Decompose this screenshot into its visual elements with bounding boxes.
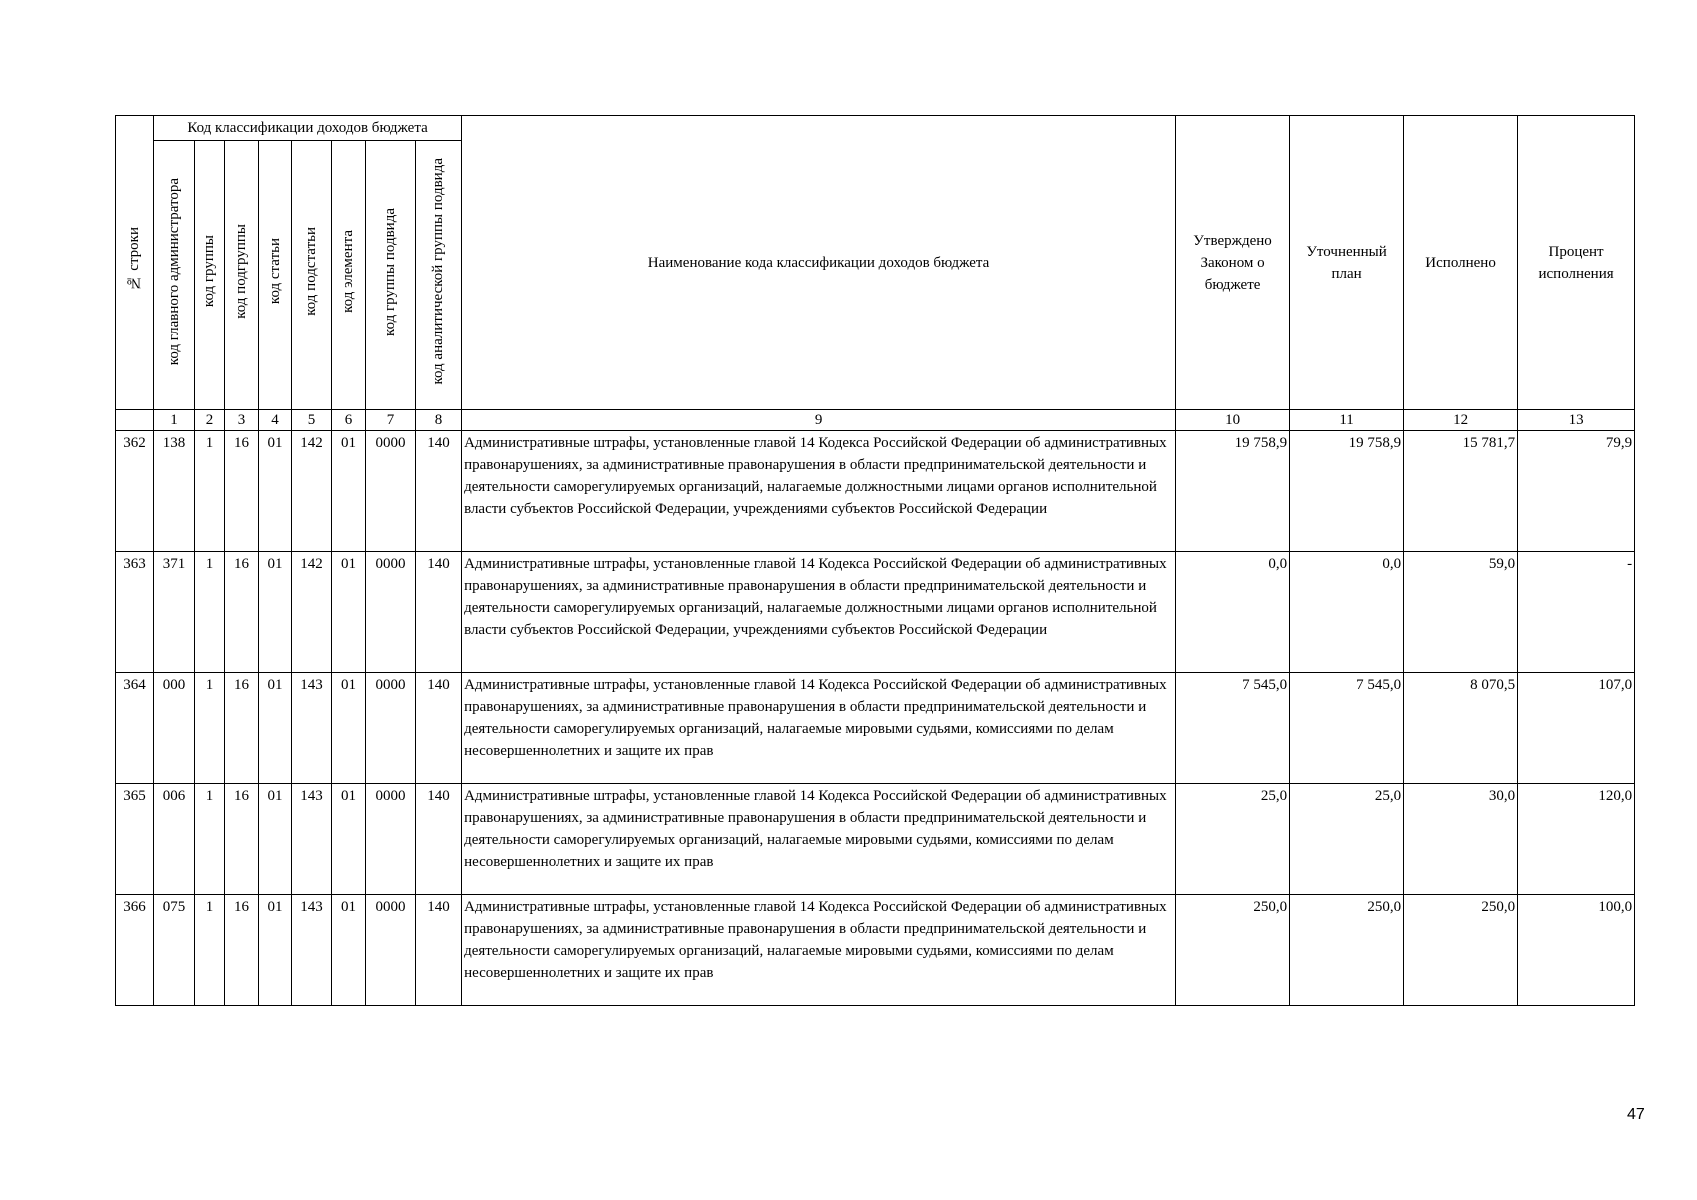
column-number-row	[116, 410, 1635, 431]
header-admin-code: код главного администратора	[154, 141, 195, 410]
element-code: 01	[332, 552, 366, 673]
header-analytic-group-code: код аналитической группы подвида	[416, 141, 462, 410]
analytic-group-code: 140	[416, 673, 462, 784]
column-number: 2	[195, 410, 225, 431]
admin-code: 006	[154, 784, 195, 895]
row-number: 365	[116, 784, 154, 895]
table-row	[116, 552, 1635, 673]
subgroup-code: 16	[225, 673, 259, 784]
row-number: 363	[116, 552, 154, 673]
header-article-code: код статьи	[259, 141, 292, 410]
column-number: 1	[154, 410, 195, 431]
column-number: 9	[462, 410, 1176, 431]
executed-value: 59,0	[1404, 552, 1518, 673]
subarticle-code: 142	[292, 552, 332, 673]
header-classification-group: Код классификации доходов бюджета	[154, 116, 462, 141]
column-number: 7	[366, 410, 416, 431]
group-code: 1	[195, 673, 225, 784]
admin-code: 075	[154, 895, 195, 1006]
plan-value: 250,0	[1290, 895, 1404, 1006]
approved-value: 7 545,0	[1176, 673, 1290, 784]
revenue-name: Административные штрафы, установленные главой 14 Кодекса Российской Федерации об административных правонарушениях, за административные правонарушения в области предпринимательской деятельности и деятельности саморегулируемых организаций, налагаемые мировыми судьями, комиссиями по делам несовершеннолетних и защите их прав	[462, 784, 1176, 895]
executed-value: 15 781,7	[1404, 431, 1518, 552]
admin-code: 371	[154, 552, 195, 673]
column-number-empty	[116, 410, 154, 431]
revenue-name: Административные штрафы, установленные главой 14 Кодекса Российской Федерации об административных правонарушениях, за административные правонарушения в области предпринимательской деятельности и деятельности саморегулируемых организаций, налагаемые мировыми судьями, комиссиями по делам несовершеннолетних и защите их прав	[462, 673, 1176, 784]
table-row	[116, 895, 1635, 1006]
header-approved: Утверждено Законом о бюджете	[1176, 116, 1290, 410]
group-code: 1	[195, 431, 225, 552]
percent-value: 107,0	[1518, 673, 1635, 784]
article-code: 01	[259, 552, 292, 673]
table-row	[116, 673, 1635, 784]
percent-value: 120,0	[1518, 784, 1635, 895]
executed-value: 250,0	[1404, 895, 1518, 1006]
admin-code: 000	[154, 673, 195, 784]
analytic-group-code: 140	[416, 895, 462, 1006]
header-subtype-group-code: код группы подвида	[366, 141, 416, 410]
subarticle-code: 143	[292, 895, 332, 1006]
analytic-group-code: 140	[416, 431, 462, 552]
article-code: 01	[259, 895, 292, 1006]
group-code: 1	[195, 895, 225, 1006]
element-code: 01	[332, 895, 366, 1006]
executed-value: 30,0	[1404, 784, 1518, 895]
header-subarticle-code: код подстатьи	[292, 141, 332, 410]
header-executed: Исполнено	[1404, 116, 1518, 410]
group-code: 1	[195, 784, 225, 895]
revenue-name: Административные штрафы, установленные главой 14 Кодекса Российской Федерации об административных правонарушениях, за административные правонарушения в области предпринимательской деятельности и деятельности саморегулируемых организаций, налагаемые мировыми судьями, комиссиями по делам несовершеннолетних и защите их прав	[462, 895, 1176, 1006]
analytic-group-code: 140	[416, 784, 462, 895]
subarticle-code: 142	[292, 431, 332, 552]
approved-value: 250,0	[1176, 895, 1290, 1006]
column-number: 3	[225, 410, 259, 431]
analytic-group-code: 140	[416, 552, 462, 673]
revenue-name: Административные штрафы, установленные главой 14 Кодекса Российской Федерации об административных правонарушениях, за административные правонарушения в области предпринимательской деятельности и деятельности саморегулируемых организаций, налагаемые должностными лицами органов исполнительной власти субъектов Российской Федерации, учреждениями субъектов Российской Федерации	[462, 431, 1176, 552]
header-element-code: код элемента	[332, 141, 366, 410]
element-code: 01	[332, 673, 366, 784]
subgroup-code: 16	[225, 431, 259, 552]
element-code: 01	[332, 431, 366, 552]
subarticle-code: 143	[292, 784, 332, 895]
column-number: 13	[1518, 410, 1635, 431]
plan-value: 7 545,0	[1290, 673, 1404, 784]
subtype-group-code: 0000	[366, 431, 416, 552]
column-number: 5	[292, 410, 332, 431]
header-name: Наименование кода классификации доходов бюджета	[462, 116, 1176, 410]
column-number: 10	[1176, 410, 1290, 431]
approved-value: 0,0	[1176, 552, 1290, 673]
header-percent: Процент исполнения	[1518, 116, 1635, 410]
subarticle-code: 143	[292, 673, 332, 784]
header-group-code: код группы	[195, 141, 225, 410]
header-subgroup-code: код подгруппы	[225, 141, 259, 410]
header-row-1	[116, 116, 1635, 141]
approved-value: 25,0	[1176, 784, 1290, 895]
column-number: 8	[416, 410, 462, 431]
table-row	[116, 784, 1635, 895]
header-plan: Уточненный план	[1290, 116, 1404, 410]
row-number: 364	[116, 673, 154, 784]
subgroup-code: 16	[225, 552, 259, 673]
executed-value: 8 070,5	[1404, 673, 1518, 784]
plan-value: 0,0	[1290, 552, 1404, 673]
revenue-classification-table	[115, 115, 1635, 1006]
plan-value: 25,0	[1290, 784, 1404, 895]
article-code: 01	[259, 431, 292, 552]
column-number: 4	[259, 410, 292, 431]
subgroup-code: 16	[225, 895, 259, 1006]
column-number: 11	[1290, 410, 1404, 431]
subtype-group-code: 0000	[366, 673, 416, 784]
article-code: 01	[259, 673, 292, 784]
column-number: 12	[1404, 410, 1518, 431]
header-row-number: № строки	[116, 116, 154, 410]
subtype-group-code: 0000	[366, 552, 416, 673]
column-number: 6	[332, 410, 366, 431]
plan-value: 19 758,9	[1290, 431, 1404, 552]
subgroup-code: 16	[225, 784, 259, 895]
element-code: 01	[332, 784, 366, 895]
page-number: 47	[1627, 1106, 1645, 1123]
percent-value: 100,0	[1518, 895, 1635, 1006]
admin-code: 138	[154, 431, 195, 552]
table-row	[116, 431, 1635, 552]
percent-value: -	[1518, 552, 1635, 673]
row-number: 366	[116, 895, 154, 1006]
subtype-group-code: 0000	[366, 784, 416, 895]
row-number: 362	[116, 431, 154, 552]
article-code: 01	[259, 784, 292, 895]
group-code: 1	[195, 552, 225, 673]
approved-value: 19 758,9	[1176, 431, 1290, 552]
revenue-name: Административные штрафы, установленные главой 14 Кодекса Российской Федерации об административных правонарушениях, за административные правонарушения в области предпринимательской деятельности и деятельности саморегулируемых организаций, налагаемые должностными лицами органов исполнительной власти субъектов Российской Федерации, учреждениями субъектов Российской Федерации	[462, 552, 1176, 673]
percent-value: 79,9	[1518, 431, 1635, 552]
subtype-group-code: 0000	[366, 895, 416, 1006]
